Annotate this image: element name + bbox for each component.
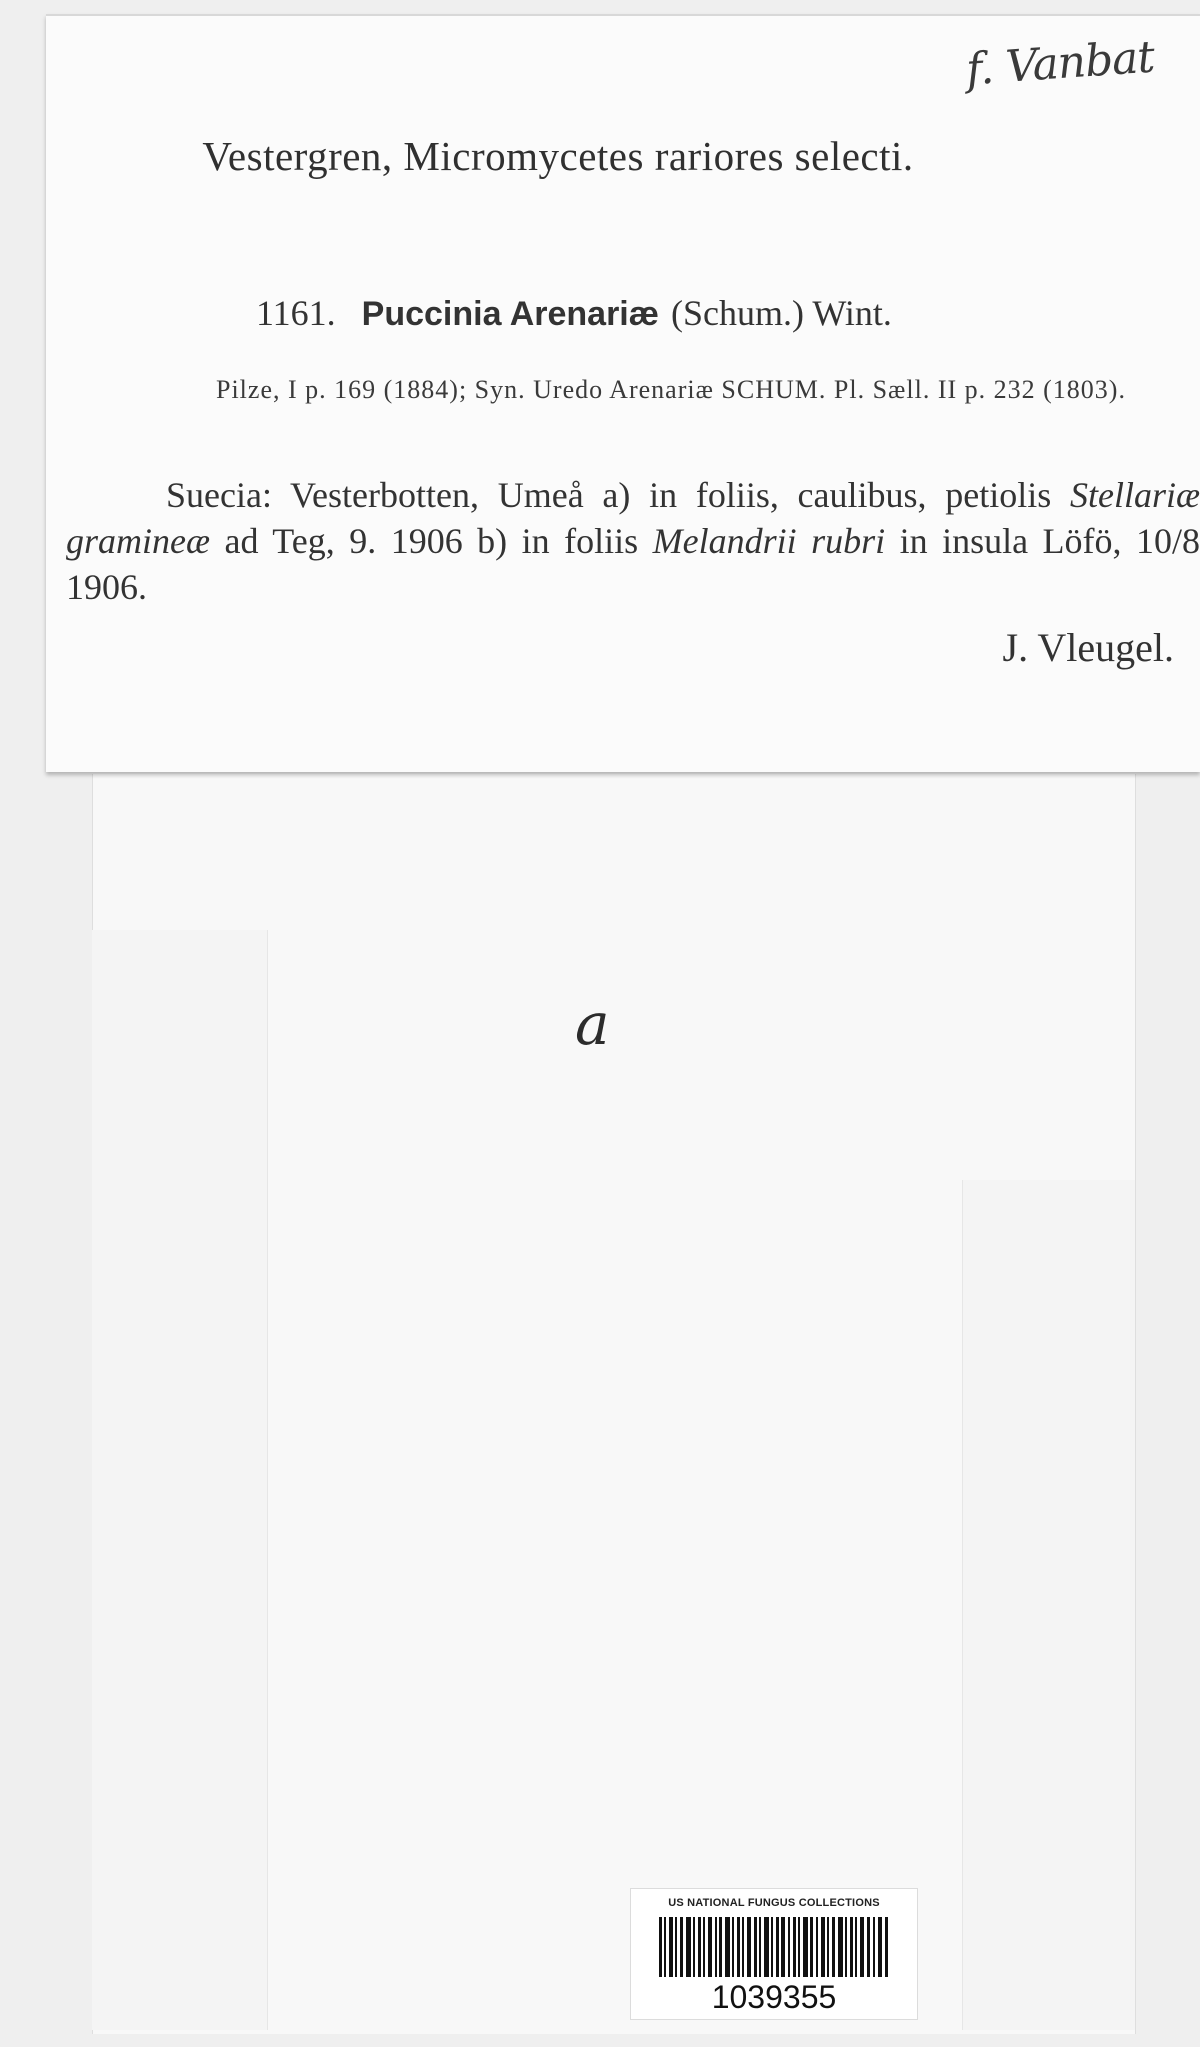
species-authority: (Schum.) Wint. [670, 293, 892, 333]
barcode-number: 1039355 [711, 1979, 837, 2015]
host-b: Melandrii rubri [652, 521, 886, 561]
barcode-label [630, 1888, 918, 2020]
envelope-letter: a [575, 990, 610, 1058]
handwritten-annotation: f. Vanbat [964, 31, 1156, 96]
locality-start: Suecia: Vesterbotten, Umeå a) in foliis, caulibus, petiolis [166, 475, 1052, 515]
locality-text [66, 472, 1200, 610]
locality-mid: ad Teg, 9. 1906 b) in foliis [224, 521, 639, 561]
literature-reference: Pilze, I p. 169 (1884); Syn. Uredo Arenariæ SCHUM. Pl. Sæll. II p. 232 (1803). [216, 375, 1126, 404]
barcode-institution: US NATIONAL FUNGUS COLLECTIONS [668, 1897, 880, 1909]
envelope-flap-right [962, 1180, 1135, 2030]
host-a: Stellariæ gramineæ [66, 475, 1200, 561]
locality-end: in insula Löfö, 10/8 1906. [66, 521, 1200, 607]
exsiccata-number: 1161. [256, 293, 336, 333]
collector-name: J. Vleugel. [1002, 625, 1174, 670]
envelope-flap-left [92, 930, 268, 2030]
species-name: Puccinia Arenariæ [361, 295, 659, 333]
species-heading [256, 292, 892, 334]
barcode-icon [659, 1917, 889, 1977]
series-title: Vestergren, Micromycetes rariores selecti. [202, 133, 914, 179]
specimen-label [46, 14, 1200, 772]
